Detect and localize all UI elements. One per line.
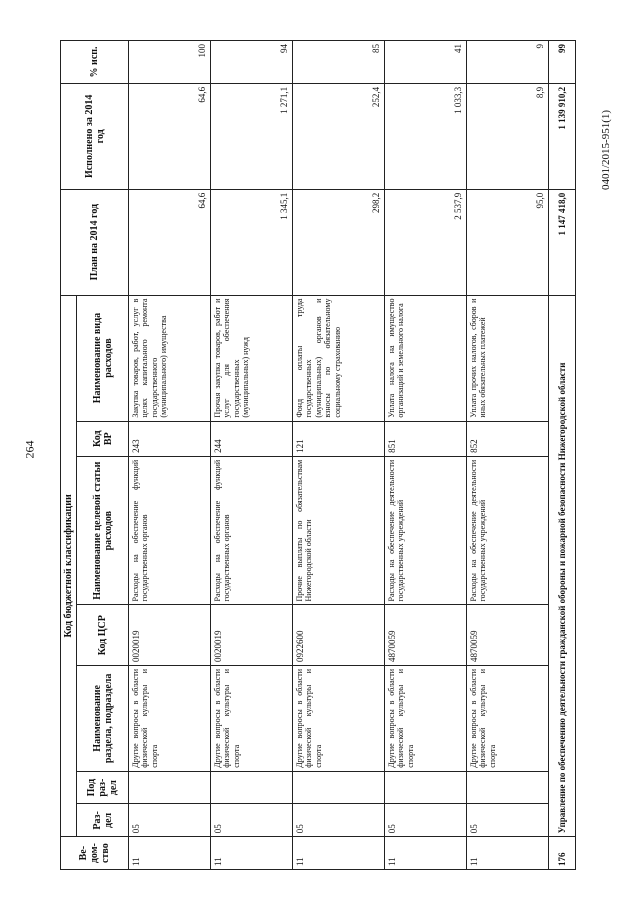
cell-csr: 0020019 bbox=[211, 605, 293, 665]
table-row bbox=[385, 41, 467, 870]
cell-vr-name: Уплата налога на имущество организаций и земельного налога bbox=[385, 295, 467, 421]
cell-razdel-name: Другие вопросы в области физической культуры и спорта bbox=[211, 665, 293, 771]
total-row bbox=[549, 41, 576, 870]
cell-razdel-name: Другие вопросы в области физической культуры и спорта bbox=[385, 665, 467, 771]
cell-rz: 05 bbox=[385, 804, 467, 837]
cell-vr: 121 bbox=[293, 421, 385, 456]
table-row bbox=[129, 41, 211, 870]
cell-percent: 100 bbox=[129, 41, 211, 84]
header-percent: % исп. bbox=[61, 41, 129, 84]
cell-vr-name: Фонд оплаты труда государственных (муниципальных) органов и взносы по обязательному социальному страхованию bbox=[293, 295, 385, 421]
cell-vr-name: Закупка товаров, работ, услуг в целях капитального ремонта государственного (муниципального) имущества bbox=[129, 295, 211, 421]
cell-prz bbox=[385, 771, 467, 804]
header-podrazdel: Под раз-дел bbox=[77, 771, 129, 804]
cell-ved: 11 bbox=[129, 837, 211, 870]
cell-vr-name: Прочая закупка товаров, работ и услуг для обеспечения государственных (муниципальных) нужд bbox=[211, 295, 293, 421]
cell-csr-name: Расходы на обеспечение функций государственных органов bbox=[129, 456, 211, 605]
cell-ved: 11 bbox=[385, 837, 467, 870]
cell-ved: 11 bbox=[467, 837, 549, 870]
cell-prz bbox=[211, 771, 293, 804]
cell-csr: 0020019 bbox=[129, 605, 211, 665]
cell-vr-name: Уплата прочих налогов, сборов и иных обязательных платежей bbox=[467, 295, 549, 421]
cell-plan: 2 537,9 bbox=[385, 189, 467, 295]
cell-ved: 11 bbox=[211, 837, 293, 870]
document-number: 0401/2015-951(1) bbox=[600, 109, 612, 190]
cell-plan: 64,6 bbox=[129, 189, 211, 295]
cell-prz bbox=[467, 771, 549, 804]
header-row-group bbox=[61, 41, 77, 870]
cell-vr: 852 bbox=[467, 421, 549, 456]
rotated-table-wrapper bbox=[60, 40, 575, 870]
header-razdel: Раз-дел bbox=[77, 804, 129, 837]
cell-rz: 05 bbox=[211, 804, 293, 837]
header-budget-group: Код бюджетной классификации bbox=[61, 295, 77, 837]
total-plan: 1 147 418,0 bbox=[549, 189, 576, 295]
header-vr-name: Наименование вида расходов bbox=[77, 295, 129, 421]
total-percent: 99 bbox=[549, 41, 576, 84]
cell-percent: 85 bbox=[293, 41, 385, 84]
cell-plan: 95,0 bbox=[467, 189, 549, 295]
cell-percent: 41 bbox=[385, 41, 467, 84]
cell-prz bbox=[293, 771, 385, 804]
cell-csr: 4870059 bbox=[385, 605, 467, 665]
cell-vr: 243 bbox=[129, 421, 211, 456]
cell-csr-name: Расходы на обеспечение деятельности государственных учреждений bbox=[385, 456, 467, 605]
cell-razdel-name: Другие вопросы в области физической культуры и спорта bbox=[129, 665, 211, 771]
cell-fact: 64,6 bbox=[129, 83, 211, 189]
header-csr: Код ЦСР bbox=[77, 605, 129, 665]
cell-fact: 1 271,1 bbox=[211, 83, 293, 189]
cell-csr-name: Расходы на обеспечение деятельности государственных учреждений bbox=[467, 456, 549, 605]
total-fact: 1 139 910,2 bbox=[549, 83, 576, 189]
header-vr: Код ВР bbox=[77, 421, 129, 456]
cell-rz: 05 bbox=[293, 804, 385, 837]
table-row bbox=[293, 41, 385, 870]
cell-vr: 244 bbox=[211, 421, 293, 456]
header-plan: План на 2014 год bbox=[61, 189, 129, 295]
cell-razdel-name: Другие вопросы в области физической культуры и спорта bbox=[467, 665, 549, 771]
cell-vr: 851 bbox=[385, 421, 467, 456]
cell-csr-name: Расходы на обеспечение функций государственных органов bbox=[211, 456, 293, 605]
header-razdel-name: Наименование раздела, подраздела bbox=[77, 665, 129, 771]
cell-fact: 252,4 bbox=[293, 83, 385, 189]
cell-fact: 8,9 bbox=[467, 83, 549, 189]
page-number: 264 bbox=[22, 440, 37, 459]
cell-percent: 94 bbox=[211, 41, 293, 84]
total-name: Управление по обеспечению деятельности гражданской обороны и пожарной безопасности Нижегородской области bbox=[549, 295, 576, 837]
cell-plan: 298,2 bbox=[293, 189, 385, 295]
cell-csr: 4870059 bbox=[467, 605, 549, 665]
header-csr-name: Наименование целевой статьи расходов bbox=[77, 456, 129, 605]
cell-rz: 05 bbox=[467, 804, 549, 837]
cell-prz bbox=[129, 771, 211, 804]
cell-csr: 0922600 bbox=[293, 605, 385, 665]
cell-csr-name: Прочие выплаты по обязательствам Нижегородской области bbox=[293, 456, 385, 605]
table-row bbox=[211, 41, 293, 870]
cell-percent: 9 bbox=[467, 41, 549, 84]
cell-plan: 1 345,1 bbox=[211, 189, 293, 295]
total-ved: 176 bbox=[549, 837, 576, 870]
cell-rz: 05 bbox=[129, 804, 211, 837]
cell-ved: 11 bbox=[293, 837, 385, 870]
table-row bbox=[467, 41, 549, 870]
header-vedomstvo: Ве-дом-ство bbox=[61, 837, 129, 870]
cell-razdel-name: Другие вопросы в области физической культуры и спорта bbox=[293, 665, 385, 771]
cell-fact: 1 033,3 bbox=[385, 83, 467, 189]
header-fact: Исполнено за 2014 год bbox=[61, 83, 129, 189]
budget-table bbox=[60, 40, 576, 870]
